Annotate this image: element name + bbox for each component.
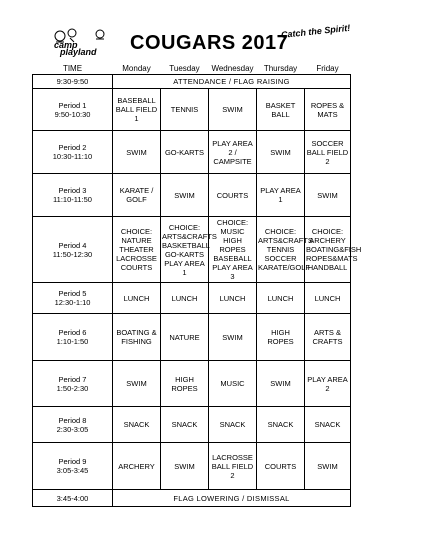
- activity-cell: SWIM: [161, 174, 209, 217]
- page-title: COUGARS 2017: [130, 32, 289, 54]
- table-row: [33, 283, 351, 314]
- banner-cell: FLAG LOWERING / DISMISSAL: [113, 490, 351, 507]
- header-row: [33, 62, 351, 75]
- activity-cell: ROPES & MATS: [305, 89, 351, 131]
- table-row: [33, 361, 351, 407]
- activity-cell: LUNCH: [257, 283, 305, 314]
- activity-cell: BASKET BALL: [257, 89, 305, 131]
- period-time: 10:30-11:10: [52, 152, 93, 161]
- activity-cell: PLAY AREA 1: [257, 174, 305, 217]
- table-row: [33, 217, 351, 283]
- activity-cell: SOCCER BALL FIELD 2: [305, 131, 351, 174]
- period-time: 2:30-3:05: [56, 424, 89, 434]
- activity-cell: SWIM: [209, 314, 257, 361]
- column-header: Wednesday: [211, 63, 254, 73]
- column-header: Friday: [316, 63, 339, 73]
- time-cell: 3:45-4:00: [33, 490, 113, 507]
- activity-cell: CHOICE: MUSIC HIGH ROPES BASEBALL PLAY AREA 3: [209, 217, 257, 283]
- activity-cell: SNACK: [209, 407, 257, 443]
- activity-cell: MUSIC: [209, 361, 257, 407]
- table-row: [33, 407, 351, 443]
- period-time: 1:50-2:30: [56, 383, 89, 393]
- period-time: 11:50-12:30: [52, 249, 93, 259]
- period-label: Period 6: [58, 328, 87, 337]
- activity-cell: CHOICE: ARTS&CRAFTS TENNIS SOCCER KARATE/GOLF: [257, 217, 305, 283]
- activity-cell: LUNCH: [161, 283, 209, 314]
- activity-cell: ARTS & CRAFTS: [305, 314, 351, 361]
- activity-cell: SNACK: [305, 407, 351, 443]
- activity-cell: HIGH ROPES: [257, 314, 305, 361]
- activity-cell: SWIM: [305, 443, 351, 490]
- period-time: 12:30-1:10: [54, 298, 91, 307]
- table-row: [33, 174, 351, 217]
- time-cell: [33, 174, 113, 217]
- camp-playland-logo: [50, 26, 118, 56]
- svg-text:camp: camp: [54, 40, 78, 50]
- activity-cell: SWIM: [161, 443, 209, 490]
- table-row: [33, 314, 351, 361]
- table-row: [33, 490, 351, 507]
- time-cell: [33, 407, 113, 443]
- activity-cell: COURTS: [209, 174, 257, 217]
- banner-cell: ATTENDANCE / FLAG RAISING: [113, 75, 351, 89]
- period-label: Period 1: [58, 100, 87, 110]
- activity-cell: PLAY AREA 2: [305, 361, 351, 407]
- period-label: Period 7: [58, 374, 87, 384]
- time-cell: [33, 131, 113, 174]
- activity-cell: SWIM: [257, 361, 305, 407]
- activity-cell: CHOICE: NATURE THEATER LACROSSE COURTS: [113, 217, 161, 283]
- activity-cell: BOATING & FISHING: [113, 314, 161, 361]
- activity-cell: HIGH ROPES: [161, 361, 209, 407]
- activity-cell: SWIM: [257, 131, 305, 174]
- time-cell: [33, 217, 113, 283]
- tagline: Catch the Spirit!: [280, 22, 351, 40]
- time-cell: [33, 361, 113, 407]
- time-cell: [33, 89, 113, 131]
- activity-cell: SWIM: [305, 174, 351, 217]
- period-time: 1:10-1:50: [56, 337, 89, 346]
- activity-cell: SNACK: [257, 407, 305, 443]
- header: [0, 0, 424, 58]
- period-label: Period 9: [58, 457, 87, 466]
- table-row: [33, 75, 351, 89]
- activity-cell: SWIM: [113, 361, 161, 407]
- time-cell: [33, 443, 113, 490]
- activity-cell: LACROSSE BALL FIELD 2: [209, 443, 257, 490]
- activity-cell: SWIM: [113, 131, 161, 174]
- table-row: [33, 89, 351, 131]
- activity-cell: GO-KARTS: [161, 131, 209, 174]
- column-header: Thursday: [263, 63, 298, 73]
- activity-cell: NATURE: [161, 314, 209, 361]
- activity-cell: CHOICE: ARTS&CRAFTS BASKETBALL GO-KARTS PLAY AREA 1: [161, 217, 209, 283]
- schedule-table: [32, 62, 362, 507]
- activity-cell: LUNCH: [209, 283, 257, 314]
- activity-cell: SNACK: [113, 407, 161, 443]
- period-label: Period 4: [58, 240, 87, 250]
- activity-cell: BASEBALL BALL FIELD 1: [113, 89, 161, 131]
- period-label: Period 8: [58, 415, 87, 425]
- activity-cell: PLAY AREA 2 / CAMPSITE: [209, 131, 257, 174]
- period-label: Period 2: [58, 143, 87, 152]
- activity-cell: TENNIS: [161, 89, 209, 131]
- activity-cell: COURTS: [257, 443, 305, 490]
- table-row: [33, 443, 351, 490]
- column-header: TIME: [62, 63, 83, 73]
- time-cell: [33, 283, 113, 314]
- activity-cell: CHOICE: ARCHERY BOATING&FISH ROPES&MATS HANDBALL: [305, 217, 351, 283]
- period-time: 11:10-11:50: [53, 195, 92, 204]
- column-header: Monday: [122, 63, 151, 73]
- svg-text:playland: playland: [60, 47, 97, 57]
- table-row: [33, 131, 351, 174]
- activity-cell: LUNCH: [305, 283, 351, 314]
- time-cell: 9:30-9:50: [33, 75, 113, 89]
- activity-cell: KARATE / GOLF: [113, 174, 161, 217]
- period-time: 9:50-10:30: [54, 109, 91, 119]
- activity-cell: SWIM: [209, 89, 257, 131]
- activity-cell: LUNCH: [113, 283, 161, 314]
- time-cell: [33, 314, 113, 361]
- activity-cell: SNACK: [161, 407, 209, 443]
- period-label: Period 3: [58, 186, 87, 195]
- column-header: Tuesday: [169, 63, 200, 73]
- period-time: 3:05-3:45: [56, 466, 89, 475]
- period-label: Period 5: [58, 289, 87, 298]
- activity-cell: ARCHERY: [113, 443, 161, 490]
